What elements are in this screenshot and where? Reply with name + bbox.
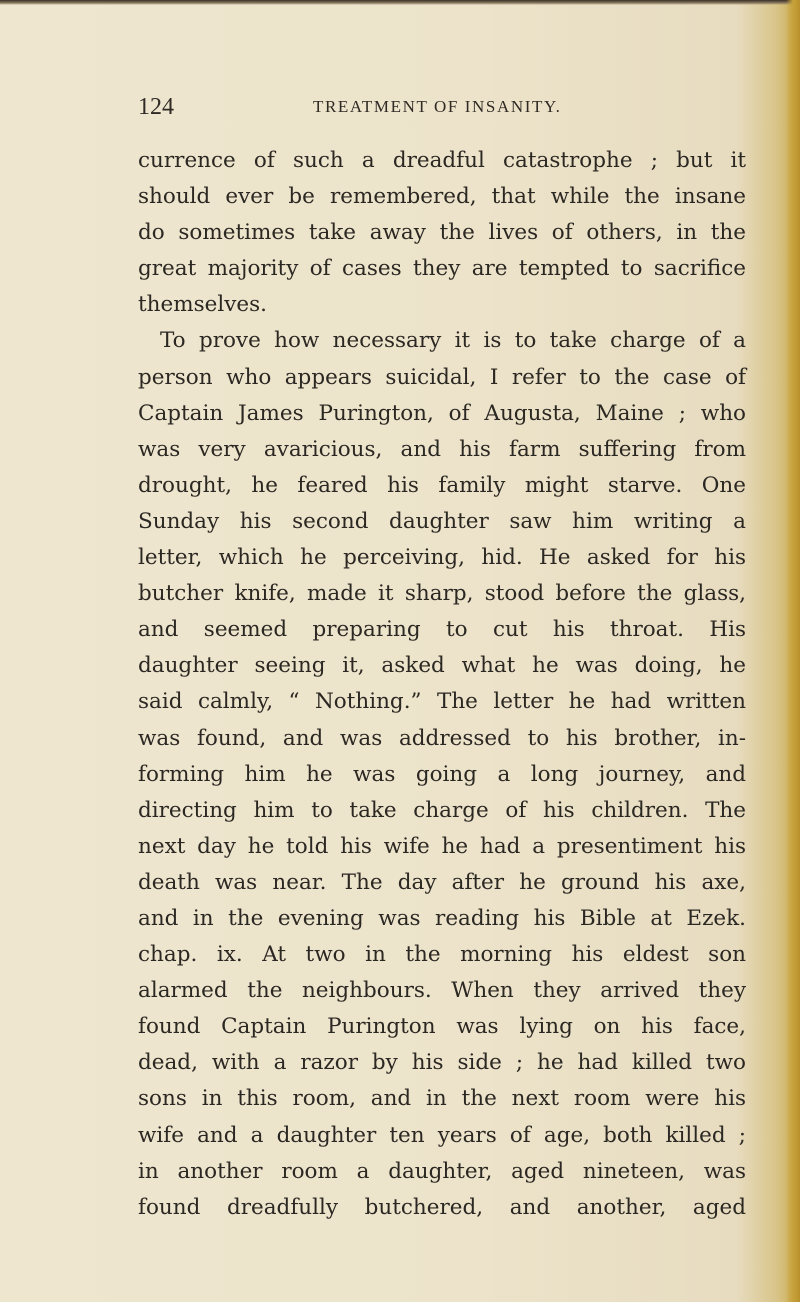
text-line: person who appears suicidal, I refer to the case of [138, 364, 746, 390]
page-number: 124 [138, 94, 174, 120]
text-line: Sunday his second daughter saw him writing a [138, 508, 746, 534]
text-line: alarmed the neighbours. When they arrived they [138, 978, 746, 1004]
text-line: death was near. The day after he ground his axe, [138, 869, 746, 895]
text-line: To prove how necessary it is to take charge of a [160, 328, 746, 354]
text-line: and in the evening was reading his Bible at Ezek. [138, 905, 746, 931]
text-line: chap. ix. At two in the morning his eldest son [138, 942, 746, 968]
text-line: Captain James Purington, of Augusta, Maine ; who [138, 400, 746, 426]
text-line: themselves. [138, 292, 267, 318]
text-line: should ever be remembered, that while the insane [138, 184, 746, 210]
text-line: directing him to take charge of his children. The [138, 797, 746, 823]
text-line: sons in this room, and in the next room were his [138, 1086, 746, 1112]
text-line: dead, with a razor by his side ; he had killed two [138, 1050, 746, 1076]
running-head [138, 90, 678, 124]
text-line: daughter seeing it, asked what he was doing, he [138, 653, 746, 679]
text-line: was found, and was addressed to his brother, in- [138, 725, 746, 751]
running-title: TREATMENT OF INSANITY. [313, 97, 562, 116]
text-line: forming him he was going a long journey, and [138, 761, 746, 787]
text-line: and seemed preparing to cut his throat. His [138, 617, 746, 643]
text-line: butcher knife, made it sharp, stood before the glass, [138, 581, 746, 607]
text-line: drought, he feared his family might starve. One [138, 472, 746, 498]
text-line: currence of such a dreadful catastrophe ; but it [138, 148, 746, 173]
text-line: found Captain Purington was lying on his face, [138, 1014, 746, 1040]
text-line: in another room a daughter, aged nineteen, was [138, 1158, 746, 1184]
text-line: next day he told his wife he had a presentiment his [138, 833, 746, 859]
body-text [138, 143, 746, 1226]
text-line: do sometimes take away the lives of others, in the [138, 220, 746, 246]
text-line: wife and a daughter ten years of age, both killed ; [138, 1122, 746, 1148]
text-line: letter, which he perceiving, hid. He asked for his [138, 545, 746, 571]
text-line: great majority of cases they are tempted to sacrifice [138, 256, 746, 282]
text-line: was very avaricious, and his farm suffering from [138, 436, 746, 462]
page-top-edge [0, 0, 800, 5]
text-line: said calmly, “ Nothing.” The letter he had written [138, 689, 746, 715]
page-gilt-edge [786, 0, 800, 1302]
text-line: found dreadfully butchered, and another, aged [138, 1194, 746, 1220]
